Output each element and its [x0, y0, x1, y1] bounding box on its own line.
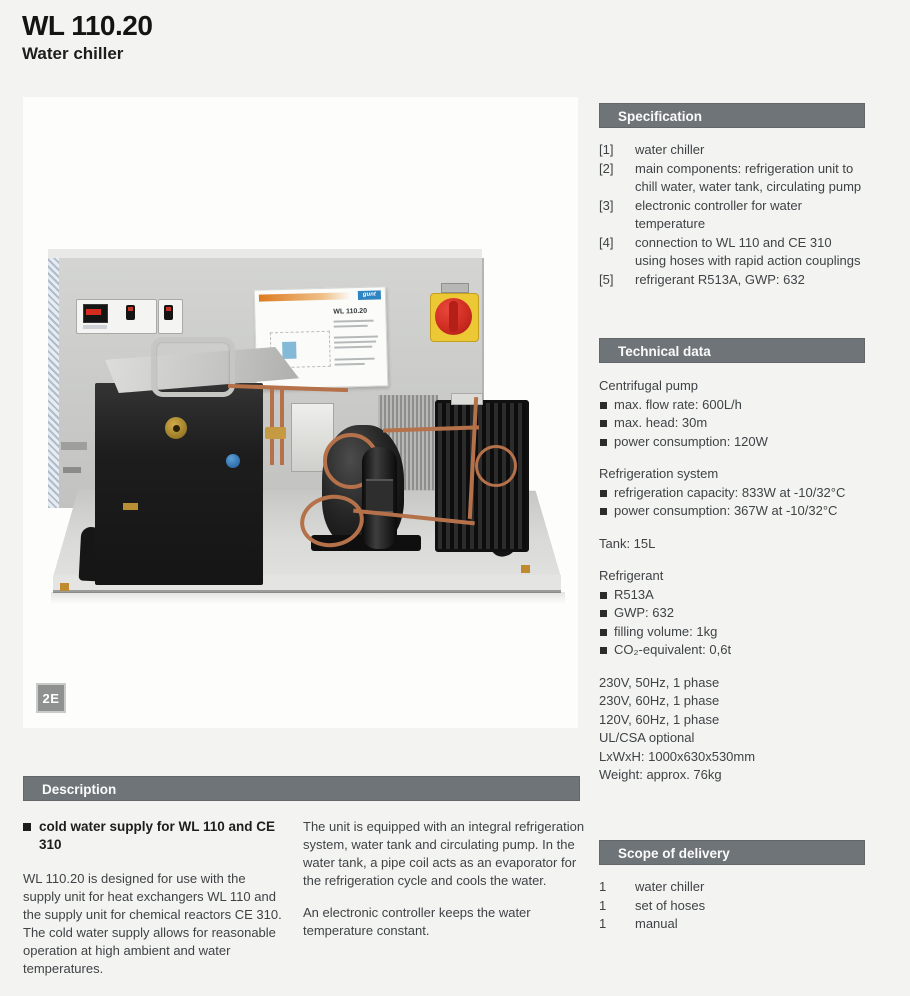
- group-title: Refrigeration system: [599, 466, 719, 481]
- 2e-badge: 2E: [36, 683, 66, 713]
- tech-bullet: max. flow rate: 600L/h: [599, 396, 865, 415]
- brass-connector: [123, 503, 138, 510]
- dimensions-line: LxWxH: 1000x630x530mm: [599, 748, 756, 764]
- power-line: 120V, 60Hz, 1 phase: [599, 711, 720, 727]
- brand-logo: gunt: [358, 290, 381, 300]
- placard-text-line: [335, 358, 375, 361]
- spec-item: [1] water chiller: [599, 142, 705, 157]
- bullet-square-icon: [600, 629, 607, 636]
- page-title: WL 110.20: [22, 10, 153, 41]
- placard-diagram-tank: [282, 342, 296, 359]
- copper-pipe-loop: [475, 445, 517, 487]
- tech-bullet: power consumption: 367W at -10/32°C: [599, 502, 865, 521]
- bullet-square-icon: [600, 490, 607, 497]
- page-header: [22, 10, 152, 64]
- tank-drain-hole: [173, 425, 180, 432]
- base-foot: [521, 565, 530, 573]
- power-line: 230V, 50Hz, 1 phase: [599, 674, 720, 690]
- description-right-column: [303, 818, 590, 940]
- scope-of-delivery-section: [599, 840, 865, 934]
- bullet-square-icon: [600, 592, 607, 599]
- spec-item: [5] refrigerant R513A, GWP: 632: [599, 271, 805, 287]
- placard-title: WL 110.20: [333, 307, 368, 316]
- brass-valve: [265, 427, 286, 439]
- scope-item: 1 set of hoses: [599, 897, 706, 913]
- base-foot: [60, 583, 69, 591]
- controller-buttons: [83, 325, 107, 329]
- placard-text-line: [334, 341, 376, 344]
- tech-bullet: CO₂-equivalent: 0,6t: [599, 641, 865, 660]
- bullet-square-icon: [600, 439, 607, 446]
- scope-item: 1 manual: [599, 916, 678, 931]
- main-switch-knob-icon: [435, 298, 472, 335]
- spec-item: [3] electronic controller for water temperature: [599, 197, 802, 231]
- tech-bullet: power consumption: 120W: [599, 433, 865, 452]
- hose-connector: [63, 467, 81, 473]
- refrigeration-group: [599, 465, 865, 521]
- temperature-display-digits: [86, 309, 101, 315]
- placard-text-line: [334, 320, 374, 323]
- group-title: Centrifugal pump: [599, 378, 698, 393]
- description-left-column: [23, 818, 283, 978]
- main-switch-grip: [449, 301, 458, 332]
- description-headline: cold water supply for WL 110 and CE 310: [23, 818, 283, 854]
- power-line: 230V, 60Hz, 1 phase: [599, 693, 720, 708]
- device-back-panel-top-edge: [48, 249, 482, 258]
- scope-item: 1 water chiller: [599, 879, 705, 894]
- power-variants: [599, 674, 865, 785]
- bullet-square-icon: [600, 647, 607, 654]
- device-panel-left-edge: [48, 258, 59, 508]
- description-paragraph: The unit is equipped with an integral refrigeration system, water tank and circulating pump. In the water tank, a pipe coil acts as an evaporator for the refrigeration cycle and cools the water.: [303, 819, 585, 888]
- placard-text-line: [335, 363, 365, 366]
- refrigerant-group: [599, 567, 865, 660]
- receiver-label: [366, 479, 393, 513]
- weight-line: Weight: approx. 76kg: [599, 767, 722, 782]
- technical-data-header: Technical data: [599, 338, 865, 363]
- tech-bullet: max. head: 30m: [599, 414, 865, 433]
- main-switch: [430, 293, 479, 342]
- bullet-square-icon: [600, 508, 607, 515]
- switch-indicator: [128, 307, 133, 311]
- specification-header: Specification: [599, 103, 865, 128]
- description-header: Description: [23, 776, 580, 801]
- bullet-square-icon: [600, 610, 607, 617]
- placard-text-line: [334, 325, 368, 328]
- scope-of-delivery-header: Scope of delivery: [599, 840, 865, 865]
- group-title: Refrigerant: [599, 568, 664, 583]
- spec-item: [2] main components: refrigeration unit to chill water, water tank, circulating pump: [599, 160, 862, 194]
- placard-orange-band: [259, 292, 351, 301]
- placard-text-line: [334, 336, 378, 339]
- hose-connector: [61, 442, 87, 450]
- tech-bullet: GWP: 632: [599, 604, 865, 623]
- tank-lid-handle: [151, 337, 235, 397]
- page-subtitle: Water chiller: [22, 44, 124, 63]
- pump-group: [599, 377, 865, 451]
- bullet-square-icon: [23, 823, 31, 831]
- tank-line: Tank: 15L: [599, 535, 656, 551]
- power-line: UL/CSA optional: [599, 730, 695, 745]
- switch-indicator: [166, 307, 171, 311]
- description-paragraph: An electronic controller keeps the water temperature constant.: [303, 905, 531, 938]
- rocker-switch-icon: [164, 305, 173, 320]
- main-switch-label: [441, 283, 469, 293]
- technical-data-section: [599, 338, 865, 785]
- rocker-switch-icon: [126, 305, 135, 320]
- unit-shadow: [51, 592, 565, 604]
- tech-bullet: R513A: [599, 586, 865, 605]
- bullet-square-icon: [600, 420, 607, 427]
- bullet-square-icon: [600, 402, 607, 409]
- placard-text-line: [334, 346, 372, 349]
- condenser-label: [451, 393, 483, 405]
- description-paragraph: WL 110.20 is designed for use with the supply unit for heat exchangers WL 110 and the supply unit for chemical reactors CE 310. The cold water supply allows for reasonable operation at high ambient and water temperatures.: [23, 871, 282, 976]
- blue-valve-knob: [226, 454, 240, 468]
- spec-item: [4] connection to WL 110 and CE 310 using hoses with rapid action couplings: [599, 234, 861, 268]
- tech-bullet: refrigeration capacity: 833W at -10/32°C: [599, 484, 865, 503]
- specification-section: [599, 103, 865, 289]
- product-photo: [23, 97, 578, 728]
- water-tank: [95, 383, 263, 585]
- tech-bullet: filling volume: 1kg: [599, 623, 865, 642]
